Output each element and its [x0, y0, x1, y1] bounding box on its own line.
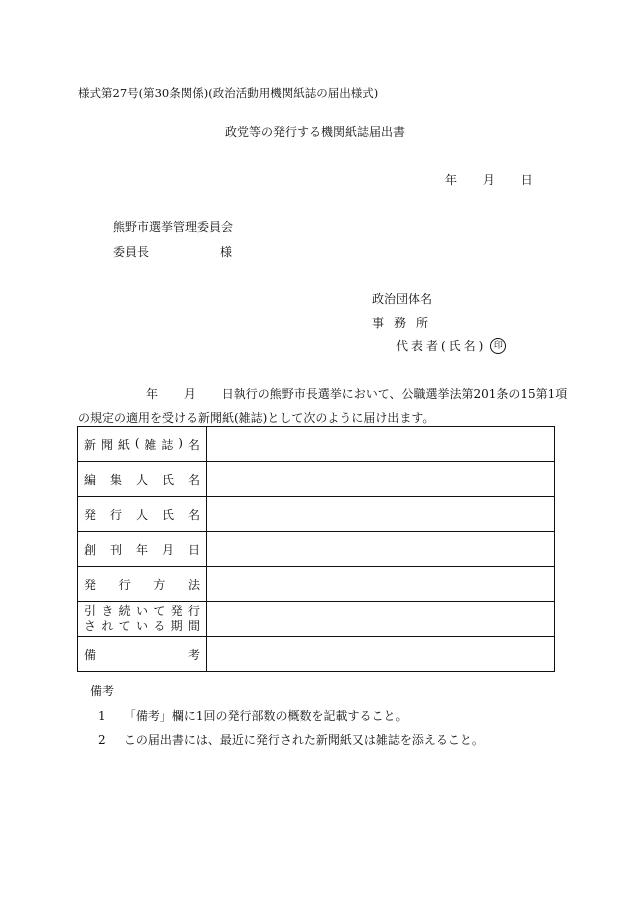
- row-label-remarks: [78, 637, 207, 672]
- addressee-chair: 委員長: [113, 245, 150, 259]
- field-publisher-name[interactable]: [207, 497, 555, 532]
- addressee-honorific: 様: [220, 245, 233, 259]
- seal-icon: 印: [490, 338, 506, 354]
- registration-table: [77, 426, 555, 672]
- label-spread: 備 考: [84, 647, 200, 662]
- field-newspaper-name[interactable]: [207, 427, 555, 462]
- label-spread: 新 聞 紙 ( 雑 誌 ) 名: [84, 435, 200, 452]
- note-text: 「備考」欄に1回の発行部数の概数を記載すること。: [123, 709, 408, 723]
- row-label-continuous-period: [78, 602, 207, 637]
- addressee-committee: 熊野市選挙管理委員会: [113, 220, 234, 234]
- table-row: [78, 567, 555, 602]
- label-spread: 創 刊 年 月 日: [84, 542, 200, 557]
- field-continuous-period[interactable]: [207, 602, 555, 637]
- office-label: 事務所: [372, 316, 439, 330]
- table-row: [78, 427, 555, 462]
- date-month-label: 月: [482, 173, 495, 187]
- row-label-newspaper-name: [78, 427, 207, 462]
- body-year-label: 年: [146, 387, 159, 401]
- table-row: [78, 637, 555, 672]
- representative-label: 代表者(氏名): [396, 339, 487, 353]
- row-label-founding-date: [78, 532, 207, 567]
- body-line-2: の規定の適用を受ける新聞紙(雑誌)として次のように届け出ます。: [78, 411, 435, 425]
- date-year-label: 年: [445, 173, 458, 187]
- note-number: 2: [98, 733, 106, 747]
- representative-line: [396, 337, 506, 354]
- table-row: [78, 497, 555, 532]
- field-publishing-method[interactable]: [207, 567, 555, 602]
- table-row: [78, 462, 555, 497]
- label-spread: 発 行 方 法: [84, 577, 200, 592]
- row-label-publisher-name: [78, 497, 207, 532]
- row-label-editor-name: [78, 462, 207, 497]
- note-number: 1: [98, 709, 106, 723]
- date-day-label: 日: [520, 173, 533, 187]
- org-name-label: 政治団体名: [372, 292, 433, 306]
- note-item: [98, 707, 407, 724]
- field-editor-name[interactable]: [207, 462, 555, 497]
- table-row: [78, 532, 555, 567]
- notes-title: 備考: [90, 684, 115, 698]
- date-line: [445, 171, 533, 188]
- body-line-1: [146, 385, 567, 402]
- label-spread: 発 行 人 氏 名: [84, 507, 200, 522]
- note-text: この届出書には、最近に発行された新聞紙又は雑誌を添えること。: [123, 733, 484, 747]
- form-title: 政党等の発行する機関紙誌届出書: [224, 125, 405, 139]
- form-number: 様式第27号(第30条関係)(政治活動用機関紙誌の届出様式): [78, 86, 379, 100]
- field-founding-date[interactable]: [207, 532, 555, 567]
- table-row: [78, 602, 555, 637]
- label-spread: さ れ て い る 期 間: [84, 619, 200, 633]
- label-spread: 引 き 続 い て 発 行: [84, 604, 200, 618]
- row-label-publishing-method: [78, 567, 207, 602]
- note-item: [98, 731, 484, 748]
- body-line-1-text: 日執行の熊野市長選挙において、公職選挙法第201条の15第1項: [221, 387, 568, 401]
- body-month-label: 月: [183, 387, 196, 401]
- field-remarks[interactable]: [207, 637, 555, 672]
- label-spread: 編 集 人 氏 名: [84, 472, 200, 487]
